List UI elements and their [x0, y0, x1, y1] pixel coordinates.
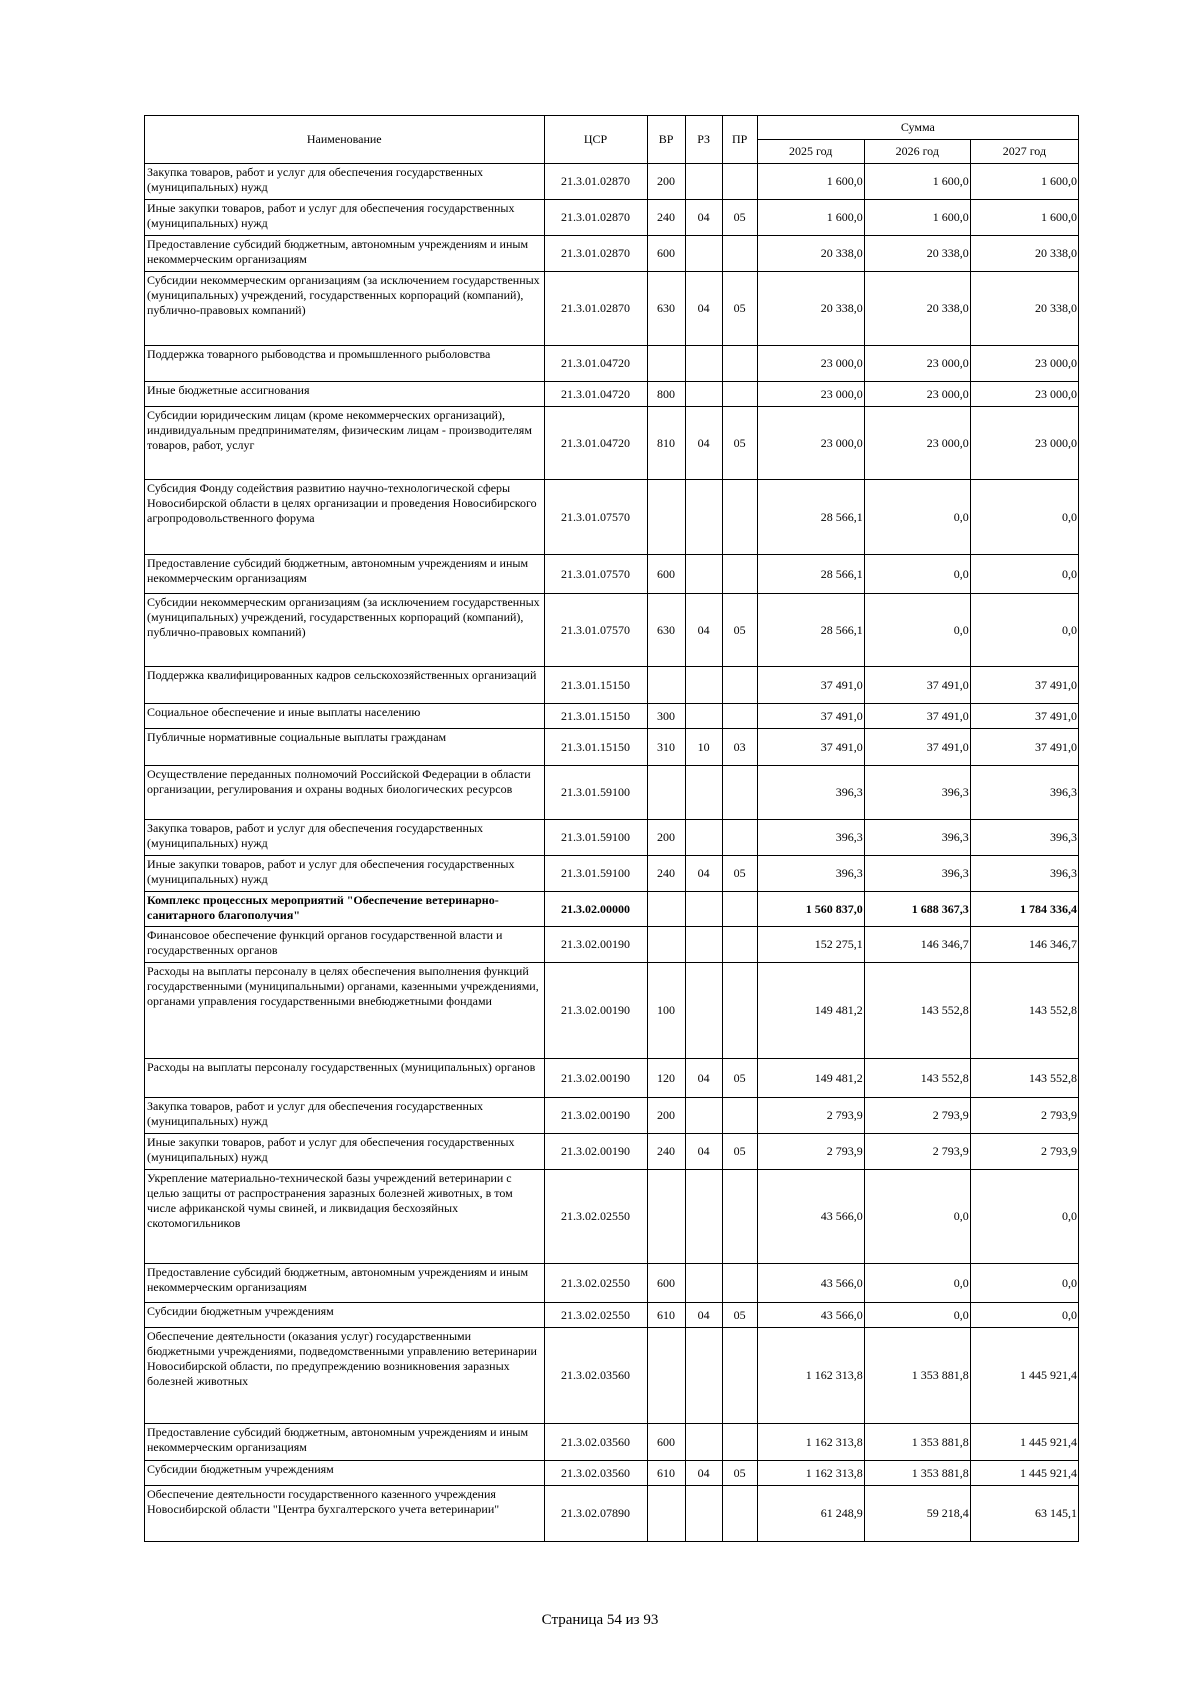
cell-sum-2027: 396,3	[970, 856, 1078, 892]
cell-pr	[722, 963, 757, 1059]
cell-sum-2026: 0,0	[864, 594, 970, 667]
cell-vr	[647, 766, 685, 820]
cell-sum-2027: 143 552,8	[970, 963, 1078, 1059]
cell-pr: 05	[722, 272, 757, 346]
cell-name: Иные закупки товаров, работ и услуг для обеспечения государственных (муниципальных) нужд	[145, 1134, 545, 1170]
cell-sum-2026: 396,3	[864, 856, 970, 892]
cell-sum-2027: 0,0	[970, 1264, 1078, 1303]
header-name: Наименование	[145, 116, 545, 164]
cell-sum-2027: 0,0	[970, 1170, 1078, 1264]
cell-pr: 03	[722, 729, 757, 766]
cell-rz	[685, 1264, 722, 1303]
cell-pr	[722, 704, 757, 729]
cell-rz	[685, 555, 722, 594]
cell-name: Субсидии бюджетным учреждениям	[145, 1461, 545, 1486]
cell-sum-2026: 1 600,0	[864, 164, 970, 200]
table-row	[145, 856, 1079, 892]
cell-name: Обеспечение деятельности государственного казенного учреждения Новосибирской области "Центра бухгалтерского учета ветеринарии"	[145, 1486, 545, 1542]
cell-sum-2025: 20 338,0	[757, 272, 864, 346]
cell-sum-2027: 396,3	[970, 766, 1078, 820]
cell-csr: 21.3.01.07570	[544, 480, 647, 555]
cell-rz: 04	[685, 1059, 722, 1098]
cell-name: Субсидии некоммерческим организациям (за исключением государственных (муниципальных) учреждений, государственных корпораций (компаний), публично-правовых компаний)	[145, 272, 545, 346]
cell-rz	[685, 236, 722, 272]
cell-sum-2027: 37 491,0	[970, 729, 1078, 766]
cell-sum-2027: 20 338,0	[970, 272, 1078, 346]
cell-sum-2027: 0,0	[970, 555, 1078, 594]
cell-name: Социальное обеспечение и иные выплаты населению	[145, 704, 545, 729]
cell-vr: 610	[647, 1303, 685, 1328]
cell-sum-2026: 23 000,0	[864, 382, 970, 407]
cell-sum-2026: 59 218,4	[864, 1486, 970, 1542]
header-rz: РЗ	[685, 116, 722, 164]
cell-sum-2027: 37 491,0	[970, 704, 1078, 729]
table-row	[145, 382, 1079, 407]
cell-pr	[722, 667, 757, 704]
cell-sum-2026: 2 793,9	[864, 1098, 970, 1134]
cell-vr: 240	[647, 200, 685, 236]
cell-name: Комплекс процессных мероприятий "Обеспечение ветеринарно-санитарного благополучия"	[145, 892, 545, 927]
cell-sum-2025: 1 162 313,8	[757, 1328, 864, 1424]
cell-sum-2025: 37 491,0	[757, 704, 864, 729]
table-row	[145, 766, 1079, 820]
cell-pr	[722, 555, 757, 594]
cell-rz: 04	[685, 856, 722, 892]
cell-name: Предоставление субсидий бюджетным, автономным учреждениям и иным некоммерческим организациям	[145, 1424, 545, 1461]
table-row	[145, 1134, 1079, 1170]
cell-vr	[647, 892, 685, 927]
cell-csr: 21.3.02.03560	[544, 1328, 647, 1424]
cell-rz	[685, 1328, 722, 1424]
cell-sum-2027: 37 491,0	[970, 667, 1078, 704]
table-row	[145, 236, 1079, 272]
table-row	[145, 1486, 1079, 1542]
table-row	[145, 555, 1079, 594]
cell-csr: 21.3.02.00190	[544, 927, 647, 963]
cell-pr	[722, 1098, 757, 1134]
cell-vr: 630	[647, 272, 685, 346]
cell-name: Закупка товаров, работ и услуг для обеспечения государственных (муниципальных) нужд	[145, 820, 545, 856]
cell-sum-2026: 1 688 367,3	[864, 892, 970, 927]
cell-sum-2025: 23 000,0	[757, 407, 864, 480]
table-row	[145, 480, 1079, 555]
cell-sum-2026: 0,0	[864, 1264, 970, 1303]
cell-pr: 05	[722, 407, 757, 480]
cell-vr: 810	[647, 407, 685, 480]
cell-csr: 21.3.02.03560	[544, 1461, 647, 1486]
cell-sum-2027: 1 600,0	[970, 164, 1078, 200]
table-header	[145, 116, 1079, 164]
cell-csr: 21.3.02.00190	[544, 963, 647, 1059]
cell-name: Предоставление субсидий бюджетным, автономным учреждениям и иным некоммерческим организациям	[145, 236, 545, 272]
header-sum: Сумма	[757, 116, 1078, 140]
table-row	[145, 1328, 1079, 1424]
cell-sum-2026: 1 353 881,8	[864, 1328, 970, 1424]
cell-sum-2026: 0,0	[864, 1170, 970, 1264]
cell-sum-2025: 23 000,0	[757, 382, 864, 407]
cell-sum-2027: 1 445 921,4	[970, 1424, 1078, 1461]
cell-sum-2026: 0,0	[864, 555, 970, 594]
cell-sum-2025: 43 566,0	[757, 1264, 864, 1303]
cell-rz	[685, 1098, 722, 1134]
cell-vr: 600	[647, 236, 685, 272]
cell-sum-2025: 1 600,0	[757, 164, 864, 200]
table-row	[145, 1059, 1079, 1098]
cell-pr	[722, 1264, 757, 1303]
header-year-2025: 2025 год	[757, 140, 864, 164]
cell-vr: 100	[647, 963, 685, 1059]
table-row	[145, 927, 1079, 963]
cell-pr	[722, 820, 757, 856]
cell-sum-2025: 396,3	[757, 820, 864, 856]
cell-csr: 21.3.01.59100	[544, 766, 647, 820]
cell-sum-2025: 1 600,0	[757, 200, 864, 236]
cell-name: Субсидии юридическим лицам (кроме некоммерческих организаций), индивидуальным предпринимателям, физическим лицам - производителям товаров, работ, услуг	[145, 407, 545, 480]
cell-sum-2025: 1 560 837,0	[757, 892, 864, 927]
cell-csr: 21.3.02.07890	[544, 1486, 647, 1542]
cell-csr: 21.3.01.07570	[544, 594, 647, 667]
cell-name: Расходы на выплаты персоналу в целях обеспечения выполнения функций государственными (муниципальными) органами, казенными учреждениями, органами управления государственными внебюджетными фондами	[145, 963, 545, 1059]
cell-sum-2025: 43 566,0	[757, 1303, 864, 1328]
cell-rz	[685, 820, 722, 856]
cell-pr: 05	[722, 1461, 757, 1486]
table-row	[145, 200, 1079, 236]
cell-sum-2026: 396,3	[864, 766, 970, 820]
cell-pr	[722, 1170, 757, 1264]
cell-sum-2026: 37 491,0	[864, 704, 970, 729]
table-row	[145, 820, 1079, 856]
cell-sum-2026: 2 793,9	[864, 1134, 970, 1170]
cell-rz	[685, 963, 722, 1059]
table-row	[145, 1461, 1079, 1486]
cell-name: Закупка товаров, работ и услуг для обеспечения государственных (муниципальных) нужд	[145, 164, 545, 200]
cell-rz	[685, 704, 722, 729]
cell-vr: 300	[647, 704, 685, 729]
cell-rz	[685, 1170, 722, 1264]
cell-sum-2025: 152 275,1	[757, 927, 864, 963]
cell-name: Поддержка товарного рыбоводства и промышленного рыболовства	[145, 346, 545, 382]
cell-sum-2027: 0,0	[970, 1303, 1078, 1328]
cell-sum-2027: 1 445 921,4	[970, 1328, 1078, 1424]
cell-name: Иные закупки товаров, работ и услуг для обеспечения государственных (муниципальных) нужд	[145, 856, 545, 892]
cell-pr: 05	[722, 1059, 757, 1098]
cell-name: Предоставление субсидий бюджетным, автономным учреждениям и иным некоммерческим организациям	[145, 1264, 545, 1303]
cell-vr: 800	[647, 382, 685, 407]
cell-sum-2025: 149 481,2	[757, 1059, 864, 1098]
cell-sum-2027: 0,0	[970, 480, 1078, 555]
cell-pr	[722, 236, 757, 272]
cell-name: Субсидии некоммерческим организациям (за исключением государственных (муниципальных) учреждений, государственных корпораций (компаний), публично-правовых компаний)	[145, 594, 545, 667]
cell-sum-2025: 2 793,9	[757, 1134, 864, 1170]
table-row	[145, 594, 1079, 667]
cell-rz	[685, 766, 722, 820]
cell-name: Расходы на выплаты персоналу государственных (муниципальных) органов	[145, 1059, 545, 1098]
cell-csr: 21.3.01.02870	[544, 200, 647, 236]
cell-sum-2025: 2 793,9	[757, 1098, 864, 1134]
cell-rz	[685, 927, 722, 963]
cell-sum-2025: 37 491,0	[757, 729, 864, 766]
cell-pr	[722, 1328, 757, 1424]
cell-csr: 21.3.01.02870	[544, 164, 647, 200]
cell-csr: 21.3.02.03560	[544, 1424, 647, 1461]
cell-sum-2027: 23 000,0	[970, 382, 1078, 407]
cell-csr: 21.3.01.59100	[544, 856, 647, 892]
cell-csr: 21.3.01.15150	[544, 667, 647, 704]
cell-vr: 600	[647, 1264, 685, 1303]
cell-sum-2027: 2 793,9	[970, 1134, 1078, 1170]
cell-csr: 21.3.02.00000	[544, 892, 647, 927]
cell-sum-2026: 20 338,0	[864, 272, 970, 346]
cell-name: Финансовое обеспечение функций органов государственной власти и государственных органов	[145, 927, 545, 963]
table-row	[145, 1170, 1079, 1264]
cell-sum-2026: 37 491,0	[864, 667, 970, 704]
cell-name: Субсидии бюджетным учреждениям	[145, 1303, 545, 1328]
cell-csr: 21.3.02.02550	[544, 1264, 647, 1303]
cell-vr	[647, 1486, 685, 1542]
cell-vr: 610	[647, 1461, 685, 1486]
cell-sum-2025: 396,3	[757, 766, 864, 820]
cell-sum-2025: 149 481,2	[757, 963, 864, 1059]
table-row	[145, 1098, 1079, 1134]
cell-sum-2025: 1 162 313,8	[757, 1461, 864, 1486]
cell-sum-2025: 1 162 313,8	[757, 1424, 864, 1461]
cell-sum-2025: 43 566,0	[757, 1170, 864, 1264]
cell-pr	[722, 164, 757, 200]
cell-csr: 21.3.01.15150	[544, 704, 647, 729]
cell-sum-2026: 23 000,0	[864, 346, 970, 382]
cell-sum-2027: 396,3	[970, 820, 1078, 856]
cell-vr	[647, 927, 685, 963]
cell-sum-2027: 63 145,1	[970, 1486, 1078, 1542]
cell-sum-2026: 396,3	[864, 820, 970, 856]
cell-sum-2025: 61 248,9	[757, 1486, 864, 1542]
cell-pr	[722, 346, 757, 382]
cell-csr: 21.3.02.00190	[544, 1134, 647, 1170]
cell-rz: 04	[685, 200, 722, 236]
cell-name: Иные закупки товаров, работ и услуг для обеспечения государственных (муниципальных) нужд	[145, 200, 545, 236]
cell-sum-2026: 143 552,8	[864, 1059, 970, 1098]
table-row	[145, 963, 1079, 1059]
cell-csr: 21.3.01.04720	[544, 407, 647, 480]
header-vr: ВР	[647, 116, 685, 164]
cell-sum-2027: 1 600,0	[970, 200, 1078, 236]
cell-csr: 21.3.01.02870	[544, 236, 647, 272]
cell-rz	[685, 346, 722, 382]
table-row	[145, 1264, 1079, 1303]
header-csr: ЦСР	[544, 116, 647, 164]
cell-rz: 04	[685, 1303, 722, 1328]
cell-vr: 310	[647, 729, 685, 766]
cell-vr: 630	[647, 594, 685, 667]
cell-rz	[685, 382, 722, 407]
cell-sum-2026: 143 552,8	[864, 963, 970, 1059]
cell-pr: 05	[722, 1303, 757, 1328]
cell-vr: 120	[647, 1059, 685, 1098]
cell-sum-2025: 20 338,0	[757, 236, 864, 272]
cell-sum-2027: 1 784 336,4	[970, 892, 1078, 927]
cell-csr: 21.3.01.59100	[544, 820, 647, 856]
cell-rz	[685, 1486, 722, 1542]
cell-sum-2025: 37 491,0	[757, 667, 864, 704]
cell-csr: 21.3.01.04720	[544, 382, 647, 407]
cell-sum-2027: 20 338,0	[970, 236, 1078, 272]
table-row	[145, 729, 1079, 766]
cell-name: Поддержка квалифицированных кадров сельскохозяйственных организаций	[145, 667, 545, 704]
table-row	[145, 667, 1079, 704]
table-body	[145, 164, 1079, 1542]
cell-rz: 04	[685, 407, 722, 480]
table-row	[145, 1303, 1079, 1328]
cell-name: Субсидия Фонду содействия развитию научно-технологической сферы Новосибирской области в целях организации и проведения Новосибирского агропродовольственного форума	[145, 480, 545, 555]
cell-pr	[722, 382, 757, 407]
cell-csr: 21.3.01.04720	[544, 346, 647, 382]
cell-sum-2026: 1 600,0	[864, 200, 970, 236]
cell-csr: 21.3.01.15150	[544, 729, 647, 766]
cell-csr: 21.3.01.07570	[544, 555, 647, 594]
cell-rz	[685, 480, 722, 555]
table-row	[145, 272, 1079, 346]
cell-sum-2027: 1 445 921,4	[970, 1461, 1078, 1486]
cell-name: Закупка товаров, работ и услуг для обеспечения государственных (муниципальных) нужд	[145, 1098, 545, 1134]
cell-sum-2026: 0,0	[864, 1303, 970, 1328]
cell-vr: 200	[647, 1098, 685, 1134]
cell-pr: 05	[722, 1134, 757, 1170]
cell-sum-2026: 146 346,7	[864, 927, 970, 963]
table-row	[145, 346, 1079, 382]
cell-vr: 240	[647, 1134, 685, 1170]
table-row	[145, 704, 1079, 729]
cell-pr	[722, 892, 757, 927]
cell-sum-2025: 23 000,0	[757, 346, 864, 382]
cell-pr	[722, 1486, 757, 1542]
table-row	[145, 164, 1079, 200]
cell-name: Иные бюджетные ассигнования	[145, 382, 545, 407]
cell-name: Предоставление субсидий бюджетным, автономным учреждениям и иным некоммерческим организациям	[145, 555, 545, 594]
cell-name: Обеспечение деятельности (оказания услуг) государственными бюджетными учреждениями, подведомственными управлению ветеринарии Новосибирской области, по предупреждению возникновения заразных болезней животных	[145, 1328, 545, 1424]
cell-name: Осуществление переданных полномочий Российской Федерации в области организации, регулирования и охраны водных биологических ресурсов	[145, 766, 545, 820]
cell-pr	[722, 480, 757, 555]
header-year-2026: 2026 год	[864, 140, 970, 164]
cell-vr: 200	[647, 820, 685, 856]
cell-rz	[685, 1424, 722, 1461]
cell-vr: 200	[647, 164, 685, 200]
cell-sum-2026: 1 353 881,8	[864, 1461, 970, 1486]
table-row	[145, 407, 1079, 480]
cell-pr: 05	[722, 856, 757, 892]
cell-sum-2027: 146 346,7	[970, 927, 1078, 963]
cell-rz	[685, 667, 722, 704]
cell-sum-2027: 23 000,0	[970, 346, 1078, 382]
cell-name: Укрепление материально-технической базы учреждений ветеринарии с целью защиты от распространения заразных болезней животных, в том числе африканской чумы свиней, и ликвидация бесхозяйных скотомогильников	[145, 1170, 545, 1264]
cell-rz	[685, 892, 722, 927]
cell-csr: 21.3.02.00190	[544, 1098, 647, 1134]
table-row	[145, 892, 1079, 927]
cell-vr	[647, 1328, 685, 1424]
cell-sum-2025: 28 566,1	[757, 594, 864, 667]
cell-sum-2025: 396,3	[757, 856, 864, 892]
cell-sum-2027: 2 793,9	[970, 1098, 1078, 1134]
cell-csr: 21.3.02.02550	[544, 1303, 647, 1328]
cell-sum-2027: 143 552,8	[970, 1059, 1078, 1098]
cell-sum-2026: 1 353 881,8	[864, 1424, 970, 1461]
cell-vr	[647, 667, 685, 704]
cell-sum-2026: 37 491,0	[864, 729, 970, 766]
cell-vr	[647, 346, 685, 382]
cell-rz: 04	[685, 1134, 722, 1170]
cell-sum-2027: 23 000,0	[970, 407, 1078, 480]
cell-csr: 21.3.02.02550	[544, 1170, 647, 1264]
cell-pr	[722, 766, 757, 820]
page-number: Страница 54 из 93	[541, 1612, 659, 1628]
cell-rz: 04	[685, 272, 722, 346]
budget-table	[144, 115, 1079, 1542]
cell-pr	[722, 1424, 757, 1461]
cell-pr	[722, 927, 757, 963]
cell-csr: 21.3.02.00190	[544, 1059, 647, 1098]
cell-vr: 240	[647, 856, 685, 892]
cell-rz: 04	[685, 594, 722, 667]
table-row	[145, 1424, 1079, 1461]
cell-rz	[685, 164, 722, 200]
cell-sum-2025: 28 566,1	[757, 555, 864, 594]
header-year-2027: 2027 год	[970, 140, 1078, 164]
cell-vr	[647, 480, 685, 555]
cell-sum-2026: 23 000,0	[864, 407, 970, 480]
cell-rz: 10	[685, 729, 722, 766]
cell-name: Публичные нормативные социальные выплаты гражданам	[145, 729, 545, 766]
cell-sum-2026: 0,0	[864, 480, 970, 555]
cell-vr: 600	[647, 1424, 685, 1461]
cell-vr: 600	[647, 555, 685, 594]
cell-vr	[647, 1170, 685, 1264]
cell-pr: 05	[722, 200, 757, 236]
cell-pr: 05	[722, 594, 757, 667]
header-pr: ПР	[722, 116, 757, 164]
cell-csr: 21.3.01.02870	[544, 272, 647, 346]
cell-rz: 04	[685, 1461, 722, 1486]
cell-sum-2025: 28 566,1	[757, 480, 864, 555]
cell-sum-2026: 20 338,0	[864, 236, 970, 272]
cell-sum-2027: 0,0	[970, 594, 1078, 667]
